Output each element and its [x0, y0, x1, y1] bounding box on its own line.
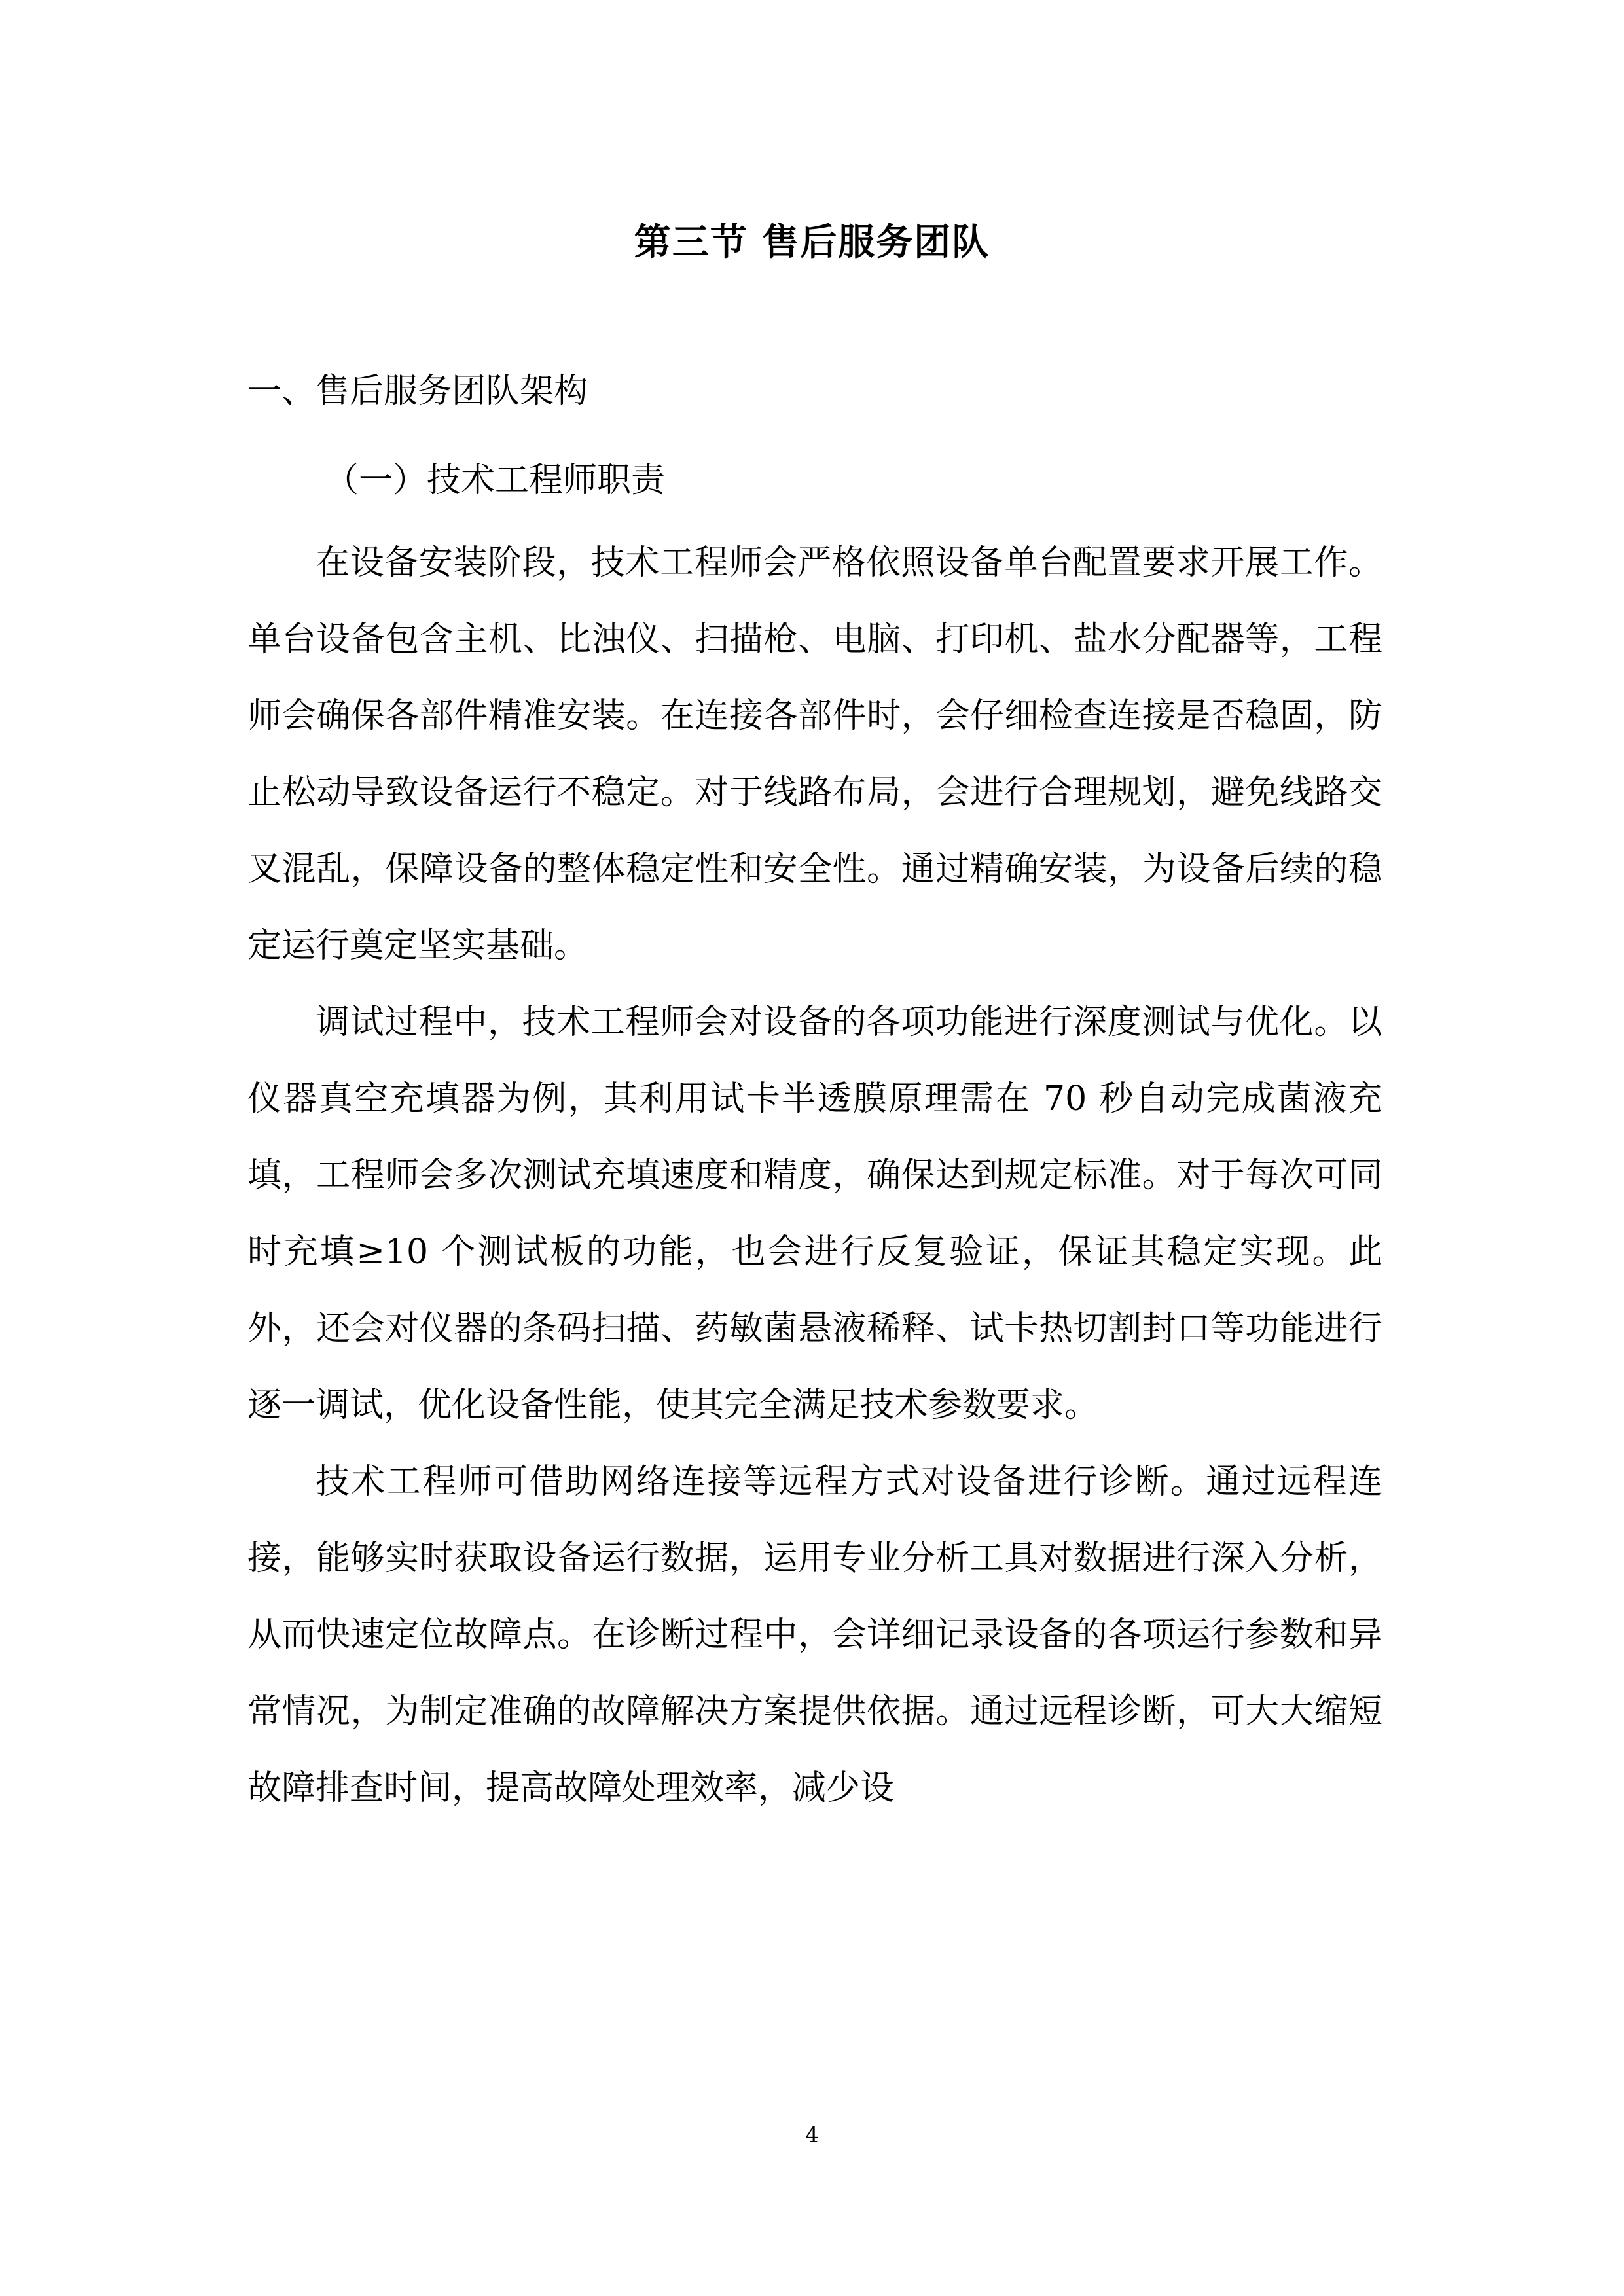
page-title: 第三节 售后服务团队 [634, 221, 990, 264]
page-number: 4 [805, 2123, 819, 2147]
section-heading: 一、售后服务团队架构 [247, 372, 588, 411]
subsection-heading: （一）技术工程师职责 [325, 461, 666, 500]
paragraph: 调试过程中，技术工程师会对设备的各项功能进行深度测试与优化。以仪器真空充填器为例，其利用试卡半透膜原理需在 70 秒自动完成菌液充填，工程师会多次测试充填速度和精度，确保达到规定标准。对于每次可同时充填≥10 个测试板的功能，也会进行反复验证，保证其稳定实现。此外，还会对仪器的条码扫描、药敏菌悬液稀释、试卡热切割封口等功能进行逐一调试，优化设备性能，使其完全满足技术参数要求。 [247, 1003, 1382, 1425]
paragraph: 在设备安装阶段，技术工程师会严格依照设备单台配置要求开展工作。单台设备包含主机、比浊仪、扫描枪、电脑、打印机、盐水分配器等，工程师会确保各部件精准安装。在连接各部件时，会仔细检查连接是否稳固，防止松动导致设备运行不稳定。对于线路布局，会进行合理规划，避免线路交叉混乱，保障设备的整体稳定性和安全性。通过精确安装，为设备后续的稳定运行奠定坚实基础。 [247, 543, 1382, 965]
body-text [247, 525, 1382, 1827]
paragraph: 技术工程师可借助网络连接等远程方式对设备进行诊断。通过远程连接，能够实时获取设备运行数据，运用专业分析工具对数据进行深入分析，从而快速定位故障点。在诊断过程中，会详细记录设备的各项运行参数和异常情况，为制定准确的故障解决方案提供依据。通过远程诊断，可大大缩短故障排查时间，提高故障处理效率，减少设 [247, 1462, 1382, 1808]
